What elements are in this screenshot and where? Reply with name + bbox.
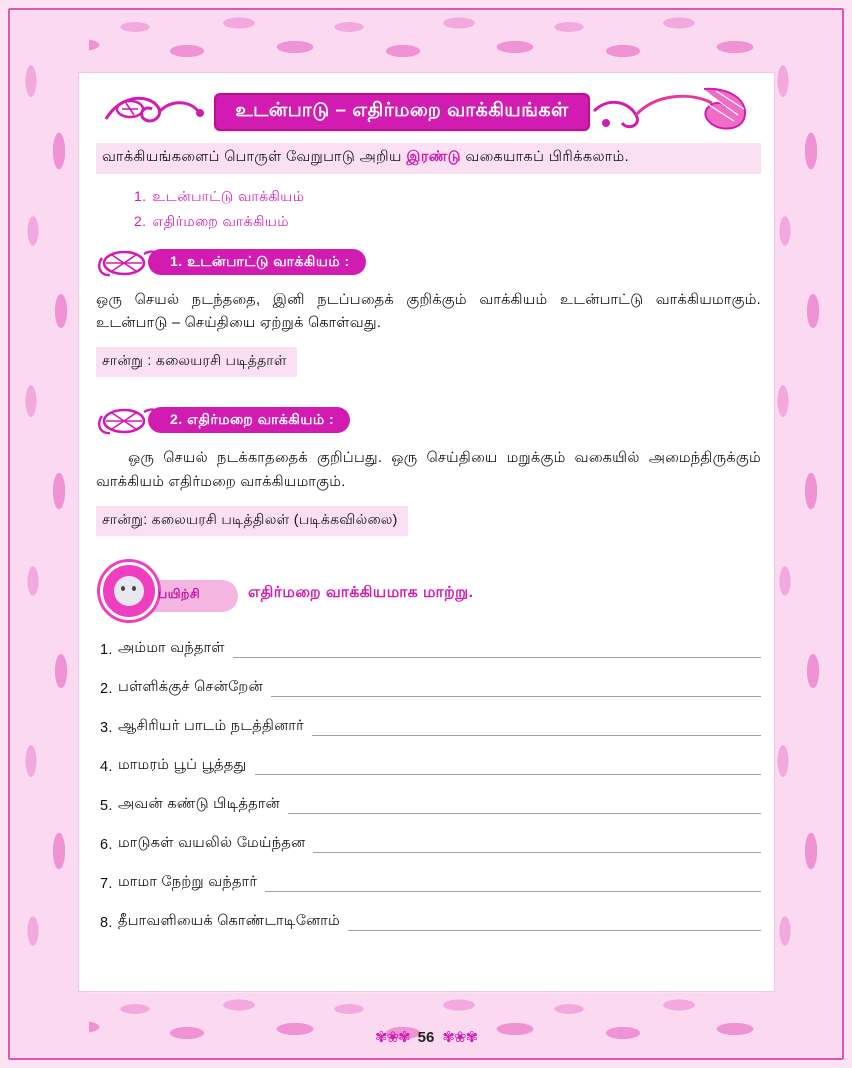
exercise-sentence: மாமரம் பூப் பூத்தது [118,756,247,773]
exercise-number: 3. [100,719,113,736]
exercise-sentence: தீபாவளியைக் கொண்டாடினோம் [118,912,340,929]
practice-badge-label: பயிற்சி [158,586,201,601]
exercise-sentence: அம்மா வந்தாள் [118,639,225,656]
exercise-sentence: மாடுகள் வயலில் மேய்ந்தன [118,834,306,851]
intro-suffix: வகையாகப் பிரிக்கலாம். [460,149,630,165]
exercise-number: 7. [100,875,113,892]
answer-line[interactable] [288,799,761,814]
title-row [96,83,761,141]
answer-line[interactable] [271,682,761,697]
content-sheet [78,72,775,992]
answer-line[interactable] [265,877,761,892]
exercise-row [96,718,761,736]
answer-line[interactable] [313,838,761,853]
exercise-sentence: பள்ளிக்குச் சென்றேன் [118,678,263,695]
list-item-number: 2. [134,212,147,229]
section-1-title: 1. உடன்பாட்டு வாக்கியம் : [170,252,350,269]
exercise-row [96,640,761,658]
footer-ornament-right-icon: ✾❀✾ [442,1029,478,1046]
section-1-paragraph: ஒரு செயல் நடந்ததை, இனி நடப்பதைக் குறிக்கும் வாக்கியம் உடன்பாட்டு வாக்கியமாகும். உடன்பாடு – செய்தியை ஏற்றுக் கொள்வது. [96,292,761,332]
exercise-row [96,874,761,892]
exercise-number: 5. [100,797,113,814]
footer-ornament-left-icon: ✾❀✾ [374,1029,410,1046]
answer-line[interactable] [312,721,761,736]
intro-sentence [96,143,761,174]
section-1-pill [148,249,366,275]
page-title: உடன்பாடு – எதிர்மறை வாக்கியங்கள் [235,100,569,121]
content-area [96,83,761,952]
page-title-banner [214,93,590,131]
exercise-number: 6. [100,836,113,853]
section-2-pill [148,407,350,433]
answer-line[interactable] [348,916,761,931]
list-item [134,184,761,209]
answer-line[interactable] [233,643,761,658]
answer-line[interactable] [255,760,761,775]
exercise-row [96,796,761,814]
exercise-row [96,679,761,697]
section-2-title: 2. எதிர்மறை வாக்கியம் : [170,410,335,427]
section-1-heading [96,249,761,279]
page-number: 56 [417,1028,435,1046]
exercise-number: 8. [100,914,113,931]
list-item-number: 1. [134,188,147,204]
flourish-right-icon [584,85,759,137]
practice-header [96,562,761,622]
section-1-example: சான்று : கலையரசி படித்தாள் [96,347,297,377]
list-item-label: உடன்பாட்டு வாக்கியம் [152,188,305,204]
list-item [134,209,761,234]
flourish-left-icon [100,85,220,137]
page-footer [0,1028,852,1046]
intro-highlight: இரண்டு [406,149,461,165]
sentence-types-list [96,184,761,233]
intro-prefix: வாக்கியங்களைப் பொருள் வேறுபாடு அறிய [102,149,407,165]
exercise-number: 4. [100,758,113,775]
exercise-list [96,640,761,931]
section-2-example: சான்று: கலையரசி படித்திலள் (படிக்கவில்லை) [96,506,408,536]
exercise-row [96,913,761,931]
practice-badge [96,562,242,616]
exercise-number: 2. [100,680,113,697]
exercise-number: 1. [100,641,113,658]
exercise-sentence: மாமா நேற்று வந்தார் [118,873,258,890]
practice-instruction: எதிர்மறை வாக்கியமாக மாற்று. [248,583,474,601]
section-2-heading [96,407,761,437]
exercise-sentence: ஆசிரியர் பாடம் நடத்தினார் [118,717,304,734]
pencil-face-icon [100,562,158,620]
exercise-row [96,757,761,775]
exercise-row [96,835,761,853]
list-item-label: எதிர்மறை வாக்கியம் [152,212,289,229]
exercise-sentence: அவன் கண்டு பிடித்தான் [118,795,280,812]
section-2-paragraph: ஒரு செயல் நடக்காததைக் குறிப்பது. ஒரு செய்தியை மறுக்கும் வகையில் அமைந்திருக்கும் வாக்கியம் எதிர்மறை வாக்கியமாகும். [96,450,761,490]
